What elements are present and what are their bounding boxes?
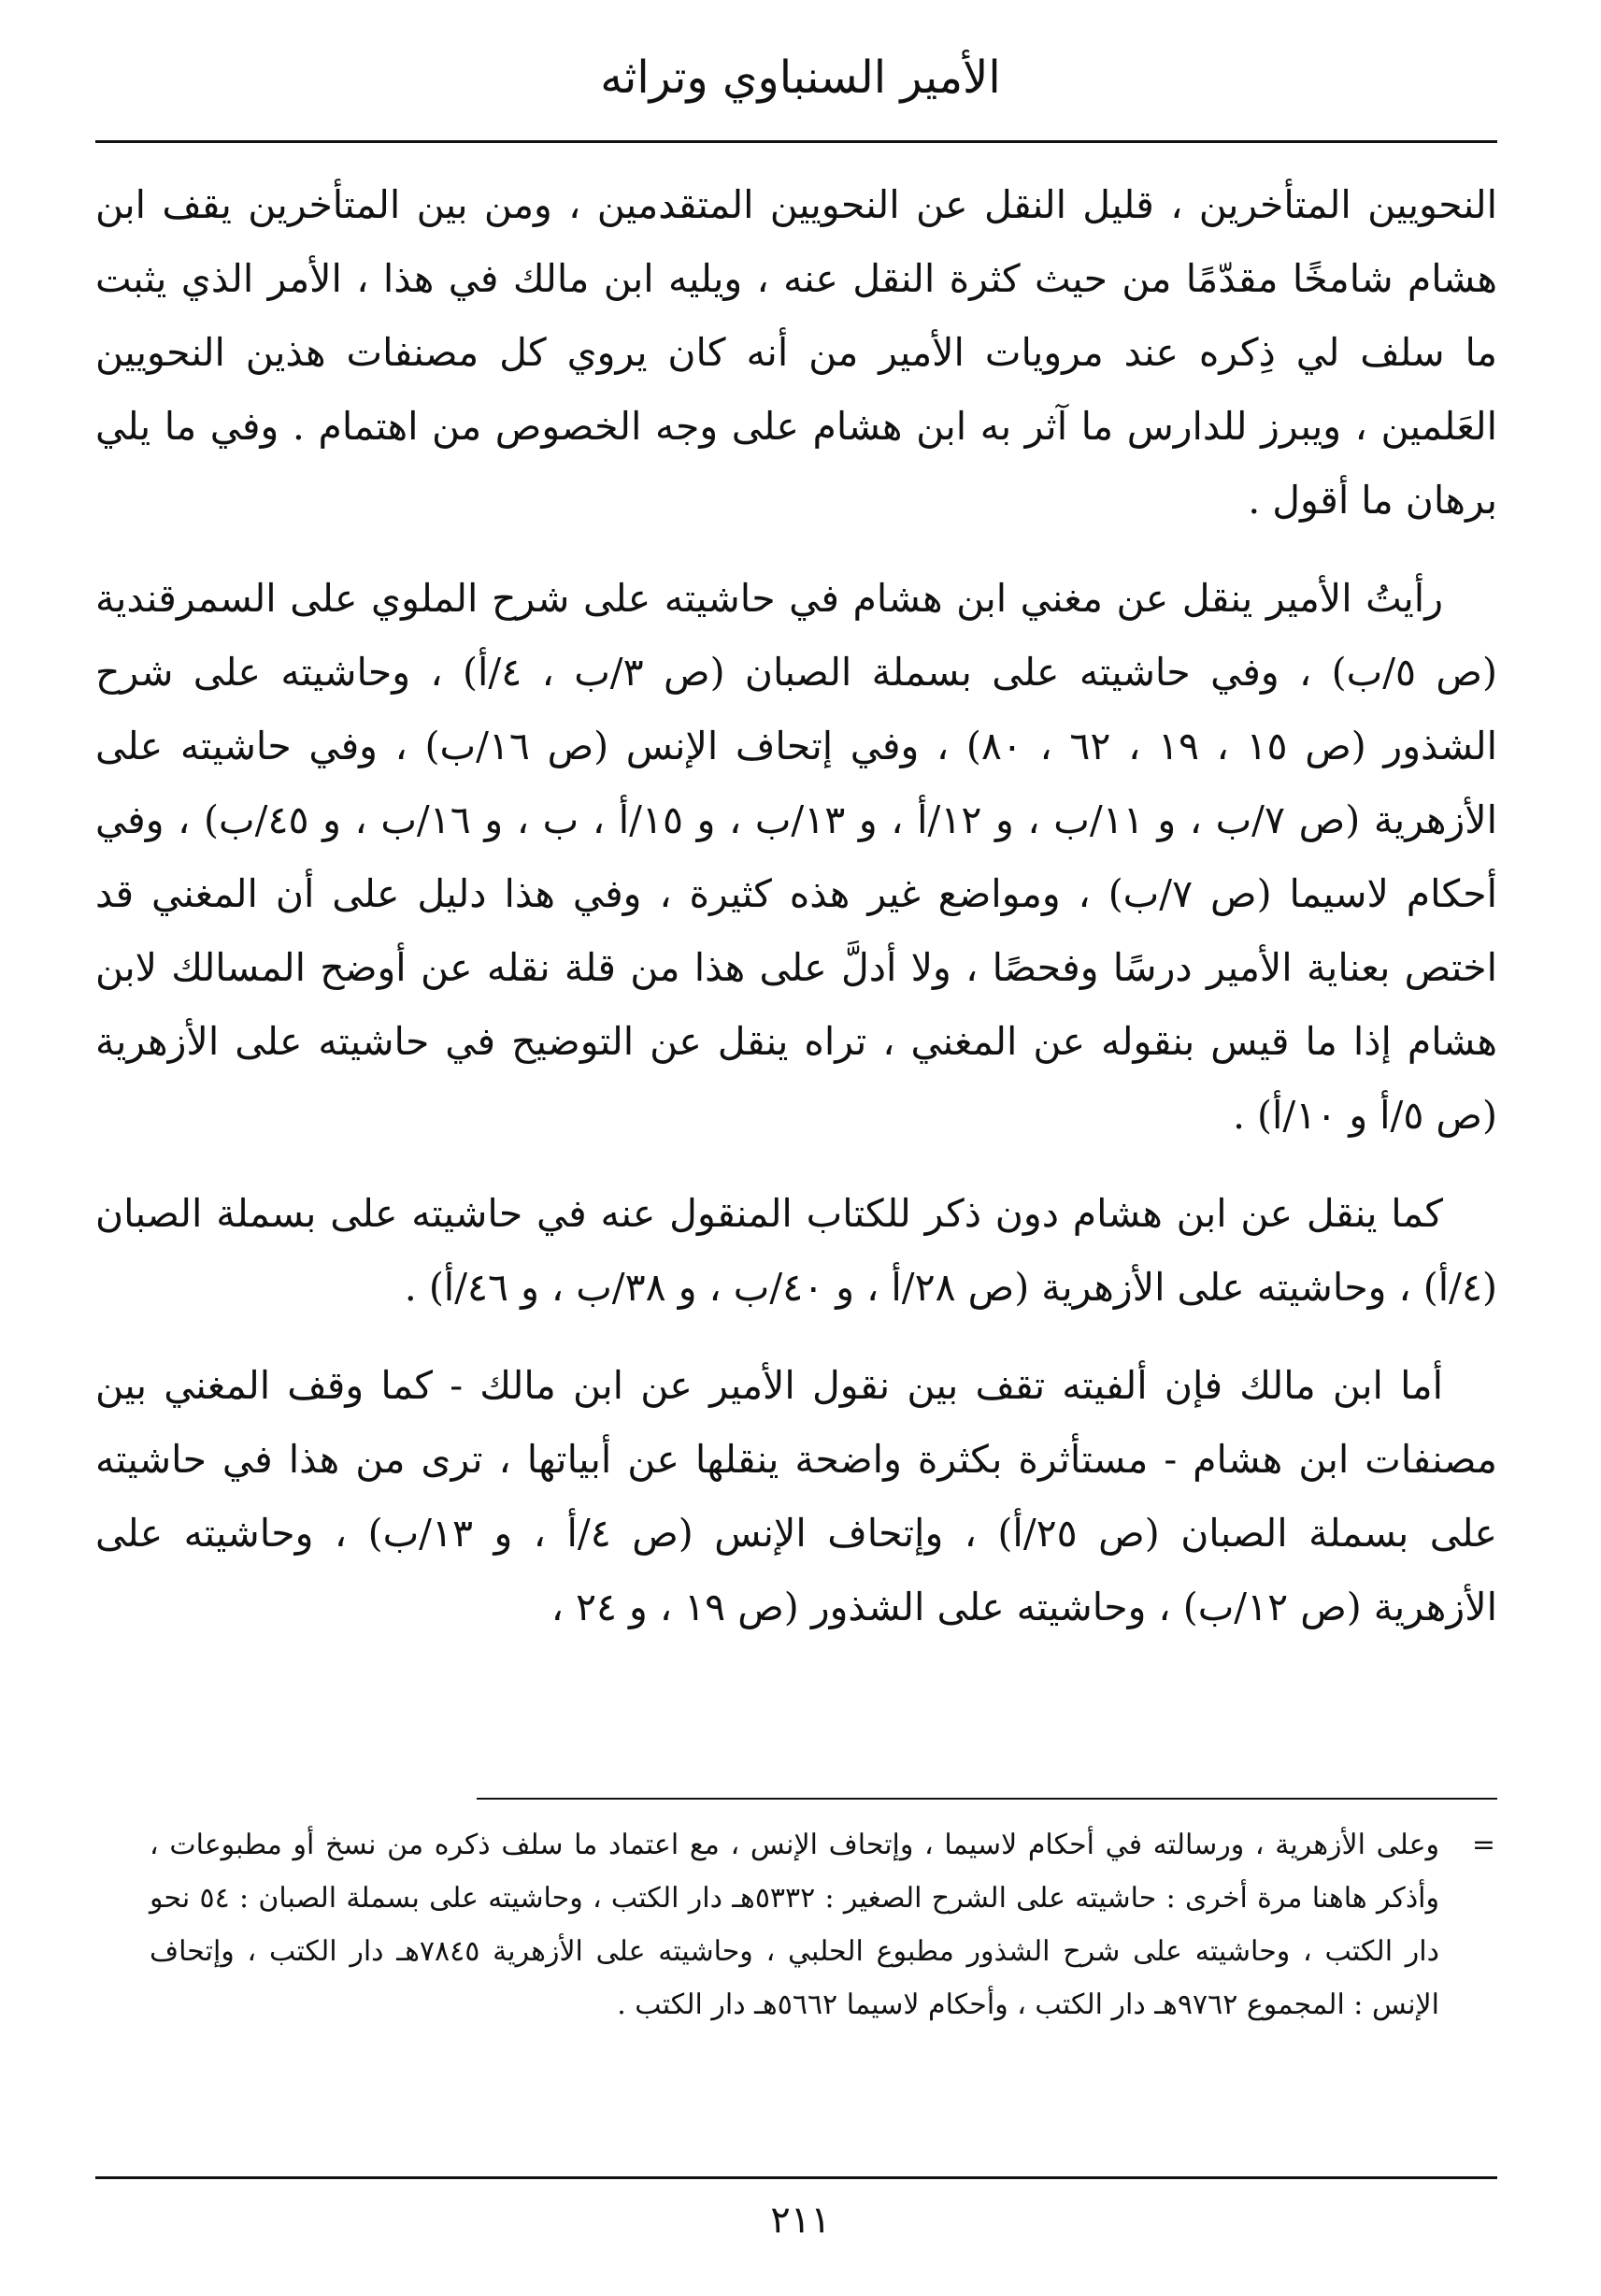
main-text	[95, 168, 1497, 1669]
footnote: وعلى الأزهرية ، ورسالته في أحكام لاسيما ، وإتحاف الإنس ، مع اعتماد ما سلف ذكره من نسخ أو مطبوعات ، وأذكر هاهنا مرة أخرى : حاشيته على الشرح الصغير : ٥٣٣٢هـ دار الكتب ، وحاشيته على بسملة الصبان : ٥٤ نحو دار الكتب ، وحاشيته على شرح الشذور مطبوع الحلبي ، وحاشيته على الأزهرية ٧٨٤٥هـ دار الكتب ، وإتحاف الإنس : المجموع ٩٧٦٢هـ دار الكتب ، وأحكام لاسيما ٥٦٦٢هـ دار الكتب .	[150, 1829, 1439, 2021]
running-head: الأمير السنباوي وتراثه	[600, 51, 1001, 104]
paragraph-4: أما ابن مالك فإن ألفيته تقف بين نقول الأمير عن ابن مالك - كما وقف المغني بين مصنفات ابن هشام - مستأثرة بكثرة واضحة ينقلها عن أبياتها ، ترى من هذا في حاشيته على بسملة الصبان (ص ٢٥/أ) ، وإتحاف الإنس (ص ٤/أ ، و ١٣/ب) ، وحاشيته على الأزهرية (ص ١٢/ب) ، وحاشيته على الشذور (ص ١٩ ، و ٢٤ ،	[95, 1363, 1498, 1629]
footer-rule	[95, 2176, 1497, 2179]
paragraph-2: رأيتُ الأمير ينقل عن مغني ابن هشام في حاشيته على شرح الملوي على السمرقندية (ص ٥/ب) ، وفي حاشيته على بسملة الصبان (ص ٣/ب ، ٤/أ) ، وحاشيته على شرح الشذور (ص ١٥ ، ١٩ ، ٦٢ ، ٨٠) ، وفي إتحاف الإنس (ص ١٦/ب) ، وفي حاشيته على الأزهرية (ص ٧/ب ، و ١١/ب ، و ١٢/أ ، و ١٣/ب ، و ١٥/أ ، ب ، و ١٦/ب ، و ٤٥/ب) ، وفي أحكام لاسيما (ص ٧/ب) ، ومواضع غير هذه كثيرة ، وفي هذا دليل على أن المغني قد اختص بعناية الأمير درسًا وفحصًا ، ولا أدلَّ على هذا من قلة نقله عن أوضح المسالك لابن هشام إذا ما قيس بنقوله عن المغني ، تراه ينقل عن التوضيح في حاشيته على الأزهرية (ص ٥/أ و ١٠/أ) .	[95, 576, 1498, 1138]
footnote-continuation-marker: =	[1471, 1829, 1495, 1861]
page-number: ٢١١	[770, 2199, 831, 2242]
paragraph-3: كما ينقل عن ابن هشام دون ذكر للكتاب المنقول عنه في حاشيته على بسملة الصبان (٤/أ) ، وحاشيته على الأزهرية (ص ٢٨/أ ، و ٤٠/ب ، و ٣٨/ب ، و ٤٦/أ) .	[95, 1191, 1497, 1310]
header-rule	[95, 140, 1497, 143]
footnote-rule	[477, 1798, 1497, 1800]
paragraph-1: النحويين المتأخرين ، قليل النقل عن النحويين المتقدمين ، ومن بين المتأخرين يقف ابن هشام شامخًا مقدّمًا من حيث كثرة النقل عنه ، ويليه ابن مالك في هذا ، الأمر الذي يثبت ما سلف لي ذِكره عند مرويات الأمير من أنه كان يروي كل مصنفات هذين النحويين العَلمين ، ويبرز للدارس ما آثر به ابن هشام على وجه الخصوص من اهتمام . وفي ما يلي برهان ما أقول .	[95, 182, 1497, 523]
